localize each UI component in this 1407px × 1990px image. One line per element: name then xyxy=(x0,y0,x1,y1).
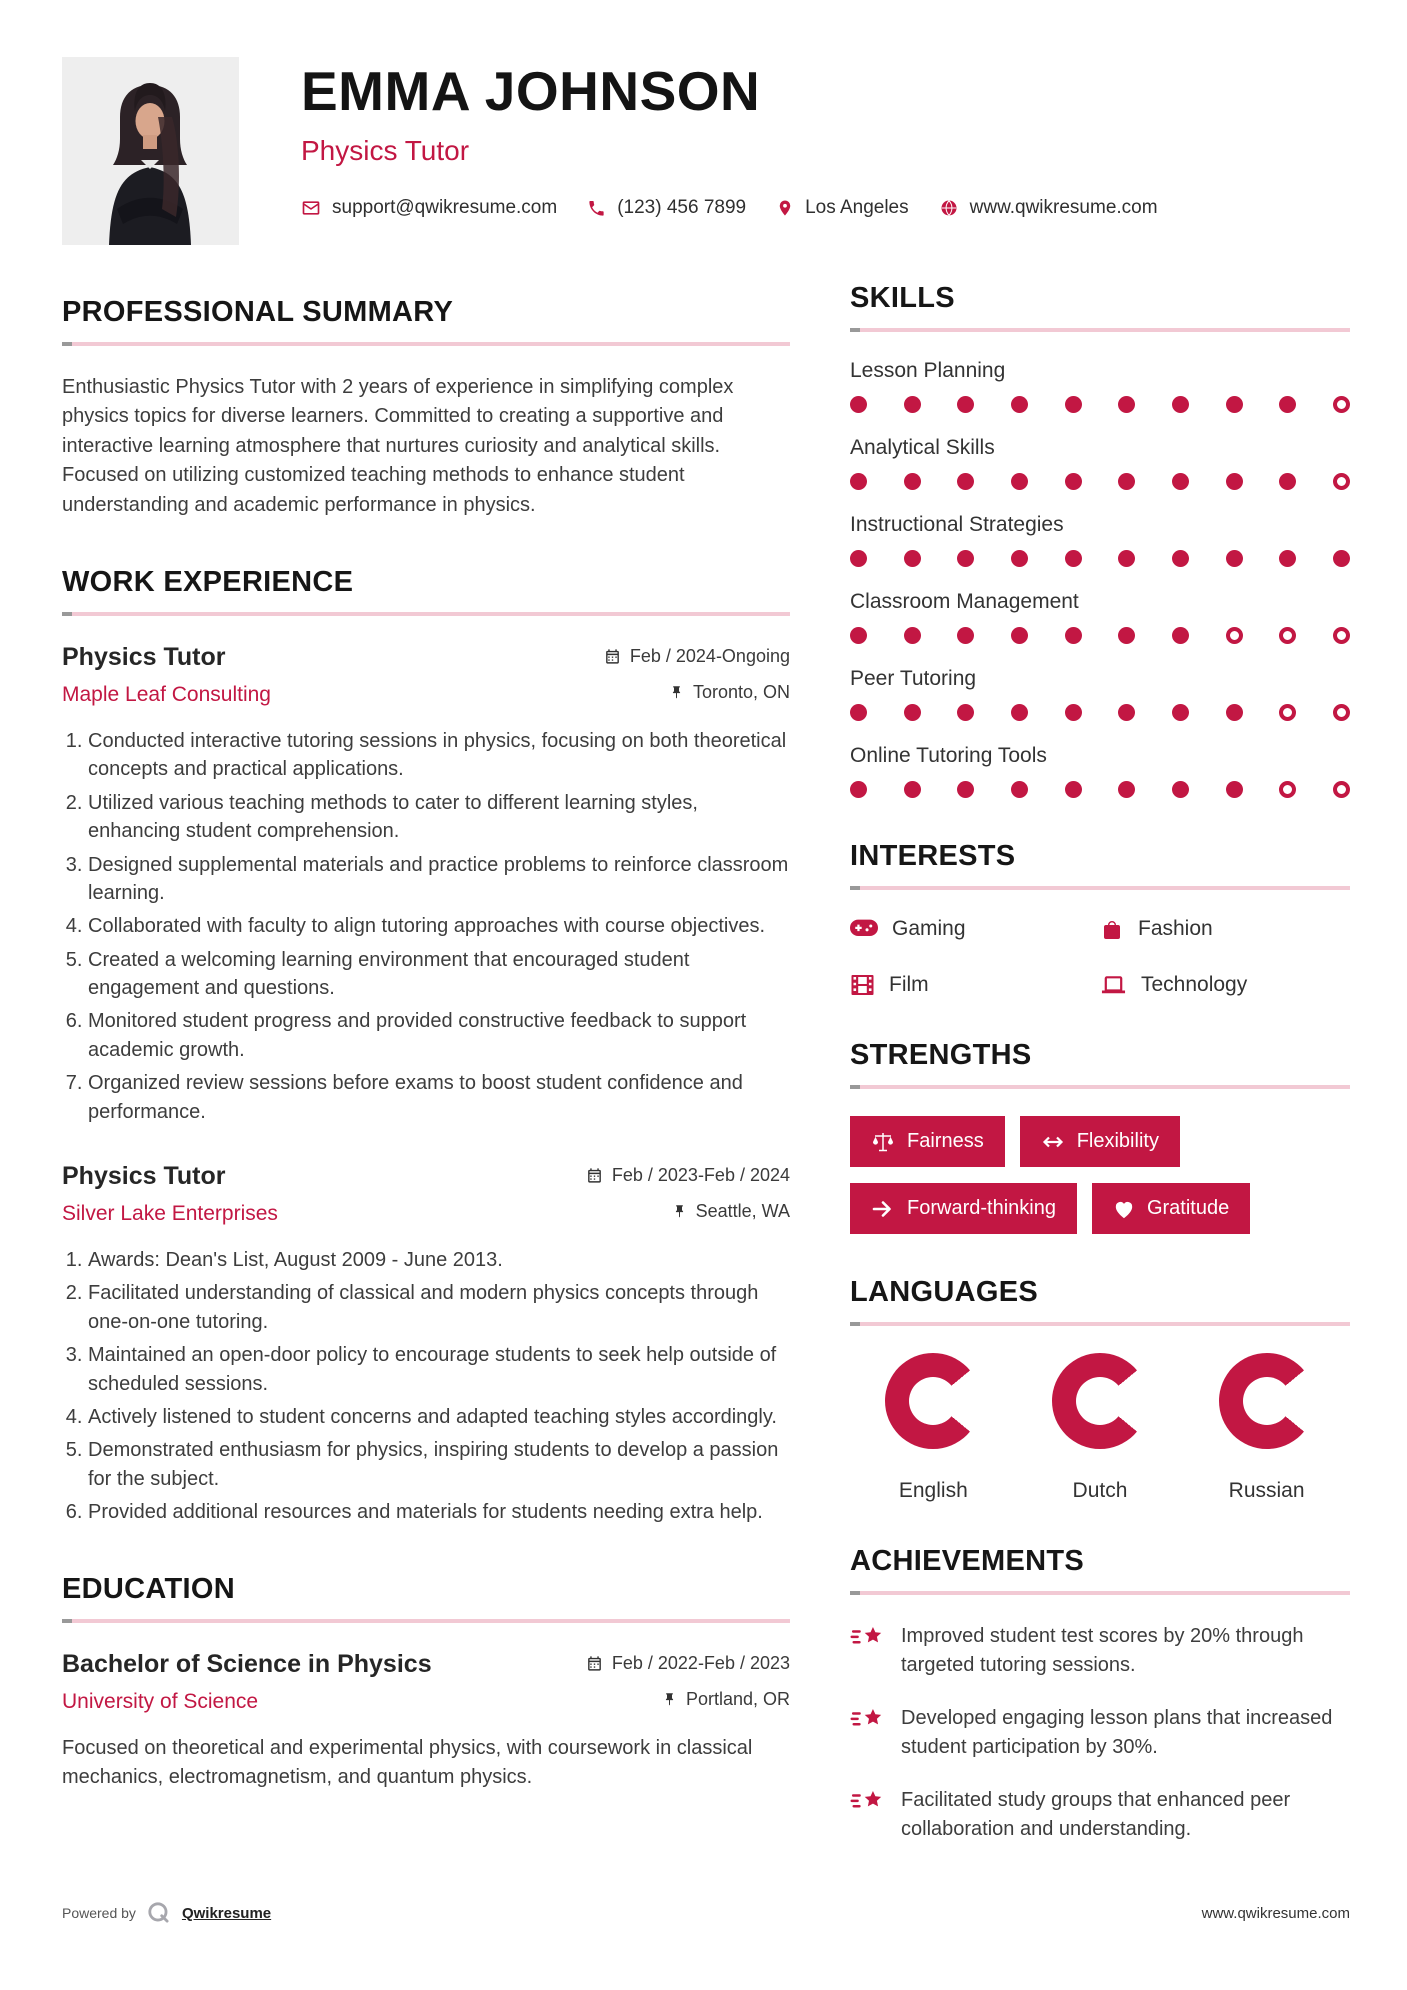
bullet-item: 4. Collaborated with faculty to align tutoring approaches with course objectives. xyxy=(88,912,790,940)
contact-location-text: Los Angeles xyxy=(805,197,909,218)
bullet-item: 6. Monitored student progress and provided constructive feedback to support academic growth. xyxy=(88,1007,790,1064)
job-location-text: Seattle, WA xyxy=(695,1201,790,1222)
film-icon xyxy=(850,974,875,996)
language-level-donut xyxy=(1052,1353,1148,1449)
skill-row xyxy=(850,436,1350,490)
skill-dot-filled xyxy=(1172,781,1189,798)
interest-label: Fashion xyxy=(1138,917,1213,940)
summary-text: Enthusiastic Physics Tutor with 2 years of experience in simplifying complex physics topics for diverse learners. Committed to creating a supportive and interactive learning atmosphere that nurtures curiosity and analytical skills. Focused on utilizing customized teaching methods to enhance student understanding and academic performance in physics. xyxy=(62,376,734,516)
achievement-item xyxy=(850,1622,1350,1680)
right-arrow-icon xyxy=(871,1199,895,1219)
skill-dot-filled xyxy=(850,627,867,644)
powered-by-label: Powered by xyxy=(62,1905,136,1921)
strength-badge xyxy=(1020,1116,1180,1167)
interest-item xyxy=(850,973,1100,997)
left-column xyxy=(62,282,790,1886)
education-heading: EDUCATION xyxy=(62,1572,235,1605)
strength-badge xyxy=(850,1116,1005,1167)
skill-rating xyxy=(850,704,1350,721)
skill-dot-filled xyxy=(957,473,974,490)
left-right-arrow-icon xyxy=(1041,1133,1065,1151)
bullet-item: 5. Demonstrated enthusiasm for physics, inspiring students to develop a passion for the subject. xyxy=(88,1436,790,1493)
skill-dot-filled xyxy=(957,781,974,798)
skills-heading: SKILLS xyxy=(850,282,955,314)
section-divider xyxy=(850,1591,1350,1595)
skill-dot-empty xyxy=(1279,781,1296,798)
bullet-item: 5. Created a welcoming learning environment that encouraged student engagement and questions. xyxy=(88,946,790,1003)
job-location-text: Toronto, ON xyxy=(692,681,790,702)
skill-dot-filled xyxy=(1011,473,1028,490)
laptop-icon xyxy=(1100,974,1127,996)
skill-dot-filled xyxy=(904,473,921,490)
skill-dot-empty xyxy=(1333,781,1350,798)
skill-row xyxy=(850,590,1350,644)
skill-rating xyxy=(850,550,1350,567)
shooting-star-icon xyxy=(850,1624,884,1654)
skill-dot-filled xyxy=(1065,473,1082,490)
contact-website[interactable] xyxy=(939,197,1158,219)
language-item xyxy=(1183,1353,1350,1503)
languages-section xyxy=(850,1276,1350,1503)
skill-dot-filled xyxy=(1065,781,1082,798)
skill-dot-filled xyxy=(850,396,867,413)
skill-dot-filled xyxy=(957,627,974,644)
bullet-item: 7. Organized review sessions before exams to boost student confidence and performance. xyxy=(88,1069,790,1126)
strengths-section xyxy=(850,1039,1350,1234)
skill-dot-filled xyxy=(850,473,867,490)
skill-dot-empty xyxy=(1333,627,1350,644)
bullet-item: 1. Awards: Dean's List, August 2009 - June 2013. xyxy=(88,1246,790,1274)
skill-dot-empty xyxy=(1333,704,1350,721)
strength-label: Fairness xyxy=(907,1130,984,1152)
pushpin-icon xyxy=(669,684,684,701)
skill-dot-filled xyxy=(1226,704,1243,721)
summary-section xyxy=(62,296,790,520)
job-entry xyxy=(62,643,790,1126)
skill-dot-filled xyxy=(1279,473,1296,490)
strength-label: Gratitude xyxy=(1146,1197,1230,1219)
skill-name: Online Tutoring Tools xyxy=(850,744,1047,767)
section-divider xyxy=(62,342,790,346)
shooting-star-icon xyxy=(850,1788,884,1818)
skill-name: Classroom Management xyxy=(850,590,1079,613)
section-divider xyxy=(850,328,1350,332)
person-title: Physics Tutor xyxy=(301,135,470,166)
globe-icon xyxy=(939,198,959,218)
job-location xyxy=(672,1201,790,1222)
interests-heading: INTERESTS xyxy=(850,840,1016,872)
gamepad-icon xyxy=(850,918,878,940)
strength-label: Forward-thinking xyxy=(907,1197,1056,1219)
work-heading: WORK EXPERIENCE xyxy=(62,565,354,598)
header xyxy=(62,57,1350,245)
job-title: Physics Tutor xyxy=(62,642,226,671)
skill-dot-filled xyxy=(1011,396,1028,413)
skill-name: Peer Tutoring xyxy=(850,667,977,690)
interest-item xyxy=(850,917,1100,941)
email-icon xyxy=(301,198,321,218)
language-label: Dutch xyxy=(1072,1479,1128,1502)
education-entry xyxy=(62,1650,790,1793)
contact-email[interactable] xyxy=(301,197,557,219)
calendar-icon xyxy=(604,648,621,665)
skill-dot-filled xyxy=(1279,550,1296,567)
job-entry xyxy=(62,1162,790,1527)
interest-label: Gaming xyxy=(892,917,966,940)
skill-dot-empty xyxy=(1333,396,1350,413)
bullet-item: 1. Conducted interactive tutoring sessions in physics, focusing on both theoretical concepts and practical applications. xyxy=(88,727,790,784)
skill-dot-filled xyxy=(1011,627,1028,644)
skills-section xyxy=(850,282,1350,798)
powered-by xyxy=(62,1900,271,1926)
skill-rating xyxy=(850,627,1350,644)
bullet-item: 6. Provided additional resources and materials for students needing extra help. xyxy=(88,1498,790,1526)
skill-rating xyxy=(850,781,1350,798)
phone-icon xyxy=(587,199,606,218)
skill-dot-filled xyxy=(1065,627,1082,644)
shopping-bag-icon xyxy=(1100,917,1124,941)
section-divider xyxy=(850,1085,1350,1089)
interest-label: Film xyxy=(889,973,929,996)
skill-dot-filled xyxy=(1118,781,1135,798)
skill-dot-filled xyxy=(957,396,974,413)
skill-dot-empty xyxy=(1279,627,1296,644)
skill-name: Lesson Planning xyxy=(850,359,1006,382)
skill-dot-filled xyxy=(1226,781,1243,798)
job-company: Silver Lake Enterprises xyxy=(62,1202,278,1226)
skill-dot-filled xyxy=(1226,550,1243,567)
skill-dot-filled xyxy=(1172,396,1189,413)
work-section xyxy=(62,566,790,1527)
skill-dot-filled xyxy=(1172,627,1189,644)
education-section xyxy=(62,1573,790,1793)
skill-row xyxy=(850,744,1350,798)
school-name: University of Science xyxy=(62,1689,259,1713)
brand-link[interactable]: Qwikresume xyxy=(181,1904,272,1922)
skill-dot-filled xyxy=(1118,704,1135,721)
skill-row xyxy=(850,513,1350,567)
achievement-item xyxy=(850,1704,1350,1762)
skill-dot-empty xyxy=(1333,473,1350,490)
job-dates xyxy=(604,646,790,667)
contact-website-text: www.qwikresume.com xyxy=(969,197,1158,218)
skill-dot-filled xyxy=(1011,550,1028,567)
calendar-icon xyxy=(586,1655,603,1672)
section-divider xyxy=(850,886,1350,890)
bullet-item: 4. Actively listened to student concerns and adapted teaching styles accordingly. xyxy=(88,1403,790,1431)
skill-dot-filled xyxy=(904,396,921,413)
section-divider xyxy=(62,612,790,616)
language-label: English xyxy=(898,1479,968,1502)
skill-dot-filled xyxy=(1172,704,1189,721)
job-dates xyxy=(586,1165,790,1186)
skill-dot-filled xyxy=(1172,550,1189,567)
skill-dot-filled xyxy=(904,550,921,567)
section-divider xyxy=(850,1322,1350,1326)
skill-dot-filled xyxy=(957,550,974,567)
heart-icon xyxy=(1113,1199,1135,1219)
skill-dot-filled xyxy=(1065,704,1082,721)
interest-item xyxy=(1100,973,1350,997)
strength-badge xyxy=(850,1183,1077,1234)
shooting-star-icon xyxy=(850,1706,884,1736)
achievement-text: Developed engaging lesson plans that increased student participation by 30%. xyxy=(901,1707,1333,1758)
location-icon xyxy=(776,198,794,218)
achievement-text: Improved student test scores by 20% through targeted tutoring sessions. xyxy=(901,1625,1304,1676)
skill-row xyxy=(850,667,1350,721)
footer xyxy=(62,1900,1350,1926)
skill-dot-filled xyxy=(904,627,921,644)
achievement-text: Facilitated study groups that enhanced peer collaboration and understanding. xyxy=(901,1789,1291,1840)
scales-icon xyxy=(871,1131,895,1153)
bullet-item: 2. Facilitated understanding of classical and modern physics concepts through one-on-one tutoring. xyxy=(88,1279,790,1336)
profile-photo xyxy=(62,57,239,245)
skill-dot-filled xyxy=(1279,396,1296,413)
skill-dot-empty xyxy=(1279,704,1296,721)
skill-dot-filled xyxy=(1333,550,1350,567)
languages-heading: LANGUAGES xyxy=(850,1276,1038,1308)
interest-label: Technology xyxy=(1141,973,1248,996)
language-level-donut xyxy=(1219,1353,1315,1449)
bullet-item: 2. Utilized various teaching methods to cater to different learning styles, enhancing student comprehension. xyxy=(88,789,790,846)
contact-location xyxy=(776,197,909,219)
achievements-section xyxy=(850,1545,1350,1844)
strengths-heading: STRENGTHS xyxy=(850,1039,1032,1071)
skill-dot-filled xyxy=(1065,550,1082,567)
job-dates-text: Feb / 2023-Feb / 2024 xyxy=(611,1165,790,1186)
summary-heading: PROFESSIONAL SUMMARY xyxy=(62,296,454,328)
skill-dot-filled xyxy=(1118,473,1135,490)
calendar-icon xyxy=(586,1167,603,1184)
qwikresume-logo-icon xyxy=(146,1900,172,1926)
skill-dot-filled xyxy=(904,781,921,798)
language-item xyxy=(850,1353,1017,1503)
job-dates-text: Feb / 2024-Ongoing xyxy=(629,645,790,666)
skill-dot-filled xyxy=(1118,550,1135,567)
skill-dot-filled xyxy=(1172,473,1189,490)
education-location-text: Portland, OR xyxy=(685,1688,790,1709)
skill-dot-filled xyxy=(850,550,867,567)
skill-row xyxy=(850,359,1350,413)
skill-name: Instructional Strategies xyxy=(850,513,1064,536)
skill-dot-filled xyxy=(1065,396,1082,413)
skill-dot-filled xyxy=(957,704,974,721)
degree-title: Bachelor of Science in Physics xyxy=(62,1649,432,1678)
education-dates xyxy=(586,1653,790,1674)
education-location xyxy=(662,1689,790,1710)
skill-dot-filled xyxy=(1118,627,1135,644)
language-label: Russian xyxy=(1228,1479,1305,1502)
job-bullet-list xyxy=(62,1246,790,1527)
job-company: Maple Leaf Consulting xyxy=(62,682,271,706)
skill-dot-filled xyxy=(1011,781,1028,798)
skill-rating xyxy=(850,396,1350,413)
footer-website-link[interactable]: www.qwikresume.com xyxy=(1201,1904,1350,1922)
education-dates-text: Feb / 2022-Feb / 2023 xyxy=(611,1652,790,1673)
profile-photo-illustration xyxy=(62,57,239,245)
skill-rating xyxy=(850,473,1350,490)
language-level-donut xyxy=(885,1353,981,1449)
bullet-item: 3. Designed supplemental materials and practice problems to reinforce classroom learning. xyxy=(88,851,790,908)
pushpin-icon xyxy=(662,1691,677,1708)
skill-dot-filled xyxy=(904,704,921,721)
contact-phone-text: (123) 456 7899 xyxy=(617,197,747,218)
contact-email-text: support@qwikresume.com xyxy=(332,197,558,218)
right-column xyxy=(850,282,1350,1886)
strength-badge xyxy=(1092,1183,1250,1234)
skill-dot-filled xyxy=(850,781,867,798)
contact-row xyxy=(301,197,1158,219)
achievement-item xyxy=(850,1786,1350,1844)
interests-section xyxy=(850,840,1350,997)
bullet-item: 3. Maintained an open-door policy to encourage students to seek help outside of scheduled sessions. xyxy=(88,1341,790,1398)
job-location xyxy=(669,682,790,703)
language-item xyxy=(1017,1353,1184,1503)
job-title: Physics Tutor xyxy=(62,1162,226,1191)
education-description: Focused on theoretical and experimental physics, with coursework in classical mechanics, electromagnetism, and quantum physics. xyxy=(62,1736,753,1788)
job-bullet-list xyxy=(62,727,790,1126)
interest-item xyxy=(1100,917,1350,941)
skill-dot-filled xyxy=(850,704,867,721)
person-name: EMMA JOHNSON xyxy=(301,60,761,122)
pushpin-icon xyxy=(672,1203,687,1220)
skill-dot-filled xyxy=(1011,704,1028,721)
skill-dot-filled xyxy=(1226,396,1243,413)
skill-dot-filled xyxy=(1226,473,1243,490)
skill-name: Analytical Skills xyxy=(850,436,995,459)
contact-phone xyxy=(587,197,746,219)
strength-label: Flexibility xyxy=(1076,1130,1159,1152)
achievements-heading: ACHIEVEMENTS xyxy=(850,1545,1085,1577)
skill-dot-empty xyxy=(1226,627,1243,644)
skill-dot-filled xyxy=(1118,396,1135,413)
section-divider xyxy=(62,1619,790,1623)
